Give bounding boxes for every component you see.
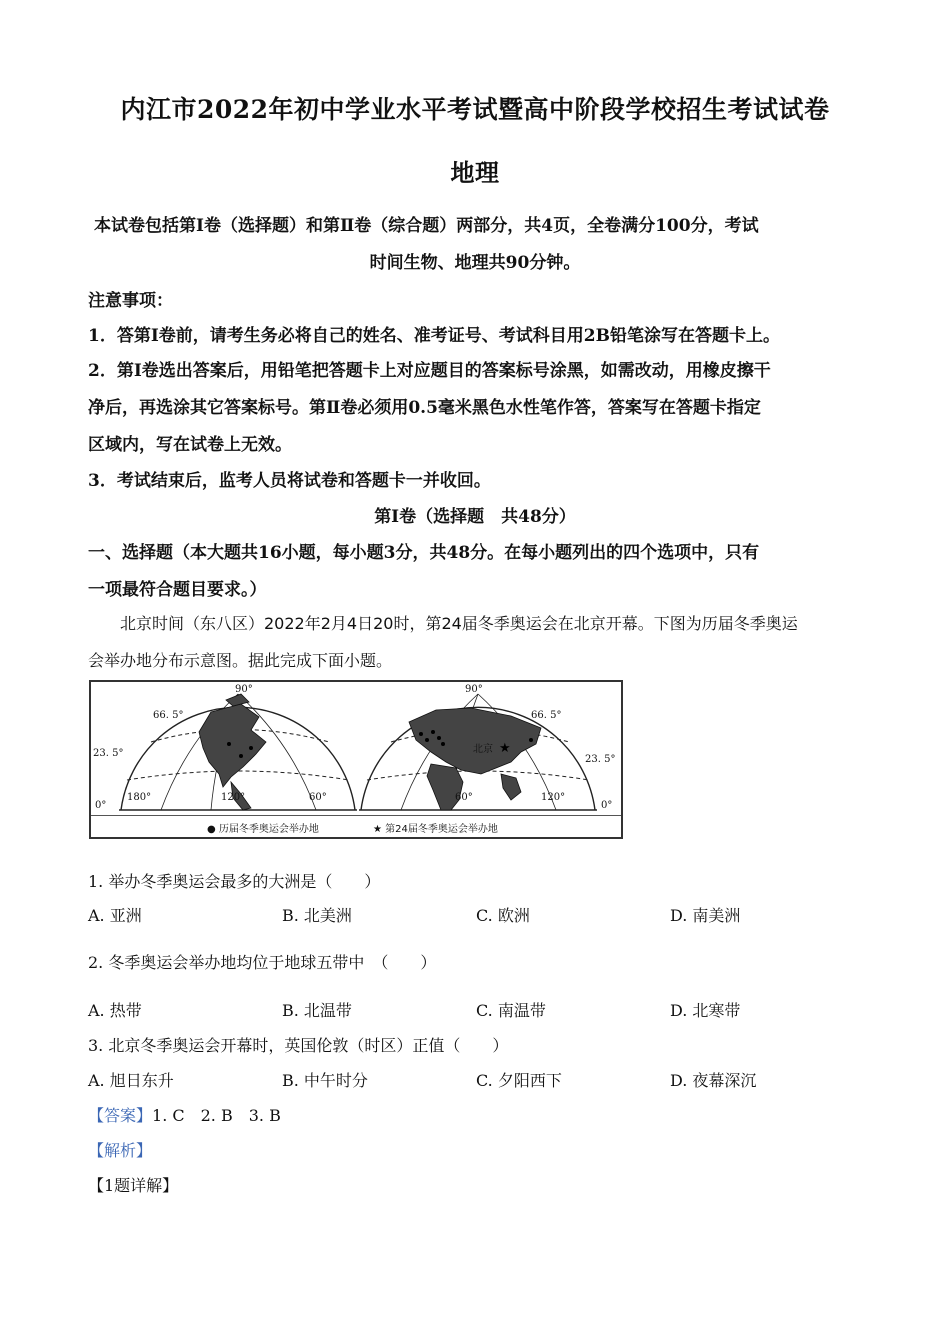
label-lat-235-right: 23. 5°: [585, 754, 616, 765]
legend-past-hosts: ● 历届冬季奥运会举办地: [207, 824, 319, 835]
question-1-option-c: C. 欧洲: [476, 906, 530, 925]
beijing-star-icon: ★: [499, 741, 511, 756]
section-1-line-1: 一、选择题（本大题共16小题，每小题3分，共48分。在每小题列出的四个选项中，只有: [88, 543, 760, 563]
label-lat-665-left: 66. 5°: [153, 710, 184, 721]
answer-text: 1. C 2. B 3. B: [152, 1106, 281, 1125]
notice-item-2-line-2: 净后，再选涂其它答案标号。第Ⅱ卷必须用0.5毫米黑色水性笔作答，答案写在答题卡指定: [88, 398, 761, 418]
question-3-option-c: C. 夕阳西下: [476, 1071, 562, 1090]
label-lon-120-right: 120°: [541, 792, 566, 803]
label-lat-0-left: 0°: [95, 800, 107, 811]
label-lon-60-right: 60°: [455, 792, 473, 803]
eurasia-africa-shape: [409, 708, 541, 810]
question-3-option-b: B. 中午时分: [282, 1071, 368, 1090]
olympics-map-figure: [89, 680, 623, 839]
question-2-option-b: B. 北温带: [282, 1001, 352, 1020]
label-lat-235-left: 23. 5°: [93, 748, 124, 759]
notice-item-2-line-1: 2．第Ⅰ卷选出答案后，用铅笔把答题卡上对应题目的答案标号涂黑，如需改动，用橡皮擦干: [88, 361, 771, 381]
answer-tag: 【答案】: [88, 1106, 153, 1125]
question-1-option-b: B. 北美洲: [282, 906, 352, 925]
question-1-option-a: A. 亚洲: [88, 906, 142, 925]
left-tropic-line: [127, 771, 349, 780]
legend-24th-host: ★ 第24届冬季奥运会举办地: [373, 824, 498, 835]
part-1-heading: 第Ⅰ卷（选择题 共48分）: [374, 507, 576, 527]
intro-line-1: 本试卷包括第Ⅰ卷（选择题）和第Ⅱ卷（综合题）两部分，共4页，全卷满分100分，考试: [94, 216, 759, 236]
question-2-option-c: C. 南温带: [476, 1001, 546, 1020]
label-lat-0-right: 0°: [601, 800, 613, 811]
stem-line-2: 会举办地分布示意图。据此完成下面小题。: [88, 651, 393, 670]
detail-tag-q1: 【1题详解】: [88, 1176, 179, 1195]
label-lat-90-left: 90°: [235, 684, 253, 695]
stem-line-1: 北京时间（东八区）2022年2月4日20时，第24届冬季奥运会在北京开幕。下图为历届冬季奥运: [120, 614, 798, 633]
section-1-line-2: 一项最符合题目要求。）: [88, 580, 267, 600]
label-lon-180: 180°: [127, 792, 152, 803]
label-beijing: 北京: [473, 744, 493, 755]
answer-line: [88, 1103, 281, 1126]
exam-title: 内江市2022年初中学业水平考试暨高中阶段学校招生考试试卷: [120, 95, 830, 124]
map-legend: [91, 815, 621, 836]
question-2-stem: 2. 冬季奥运会举办地均位于地球五带中 （ ）: [88, 953, 437, 972]
notice-item-1: 1．答第Ⅰ卷前，请考生务必将自己的姓名、准考证号、考试科目用2B铅笔涂写在答题卡上。: [88, 326, 780, 346]
label-lat-665-right: 66. 5°: [531, 710, 562, 721]
question-2-option-a: A. 热带: [88, 1001, 142, 1020]
question-2-option-d: D. 北寒带: [670, 1001, 741, 1020]
notice-heading: 注意事项：: [88, 291, 173, 311]
question-1-stem: 1. 举办冬季奥运会最多的大洲是（ ）: [88, 872, 381, 891]
subject-title: 地理: [450, 158, 500, 187]
hemisphere-map: [91, 682, 621, 815]
label-lon-60-left: 60°: [309, 792, 327, 803]
intro-line-2: 时间生物、地理共90分钟。: [369, 253, 581, 273]
question-1-option-d: D. 南美洲: [670, 906, 741, 925]
analysis-tag: 【解析】: [88, 1141, 153, 1160]
label-lon-120-left: 120°: [221, 792, 246, 803]
notice-item-3: 3．考试结束后，监考人员将试卷和答题卡一并收回。: [88, 471, 491, 491]
label-lat-90-right: 90°: [465, 684, 483, 695]
question-3-option-a: A. 旭日东升: [88, 1071, 174, 1090]
notice-item-2-line-3: 区域内，写在试卷上无效。: [88, 435, 292, 455]
question-3-option-d: D. 夜幕深沉: [670, 1071, 757, 1090]
question-3-stem: 3. 北京冬季奥运会开幕时，英国伦敦（时区）正值（ ）: [88, 1036, 509, 1055]
